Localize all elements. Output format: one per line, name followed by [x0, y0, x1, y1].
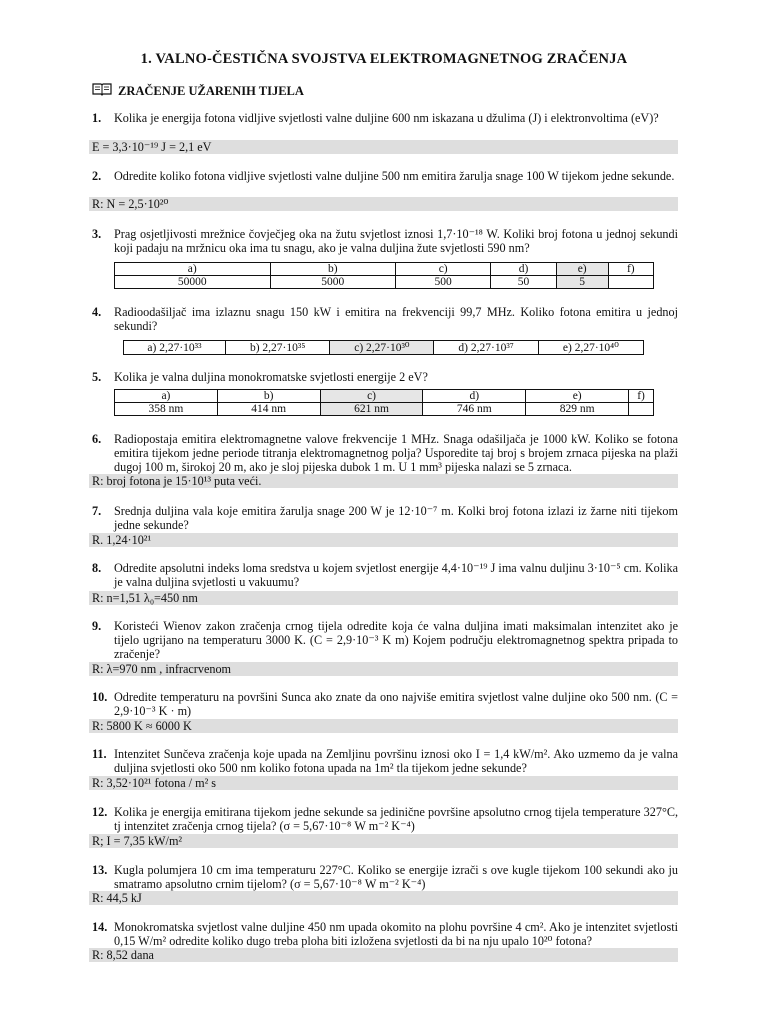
option-label[interactable]: b)	[270, 263, 395, 276]
page-title: 1. VALNO-ČESTIČNA SVOJSTVA ELEKTROMAGNETNOG ZRAČENJA	[140, 51, 628, 67]
question-12	[92, 805, 678, 833]
option-value[interactable]: 50	[491, 276, 556, 289]
option-value[interactable]	[629, 403, 654, 416]
question-text: Kolika je energija emitirana tijekom jedne sekunde sa jedinične površine apsolutno crnog tijela temperature 327°C, tj intenzitet zračenja crnog tijela? (σ = 5,67·10⁻⁸ W m⁻² K⁻⁴)	[114, 805, 678, 833]
book-icon	[92, 82, 112, 99]
question-3	[92, 227, 678, 255]
option-value[interactable]: 829 nm	[526, 403, 629, 416]
options-table-3	[114, 262, 654, 289]
option-label[interactable]: e)	[556, 263, 608, 276]
question-text: Koristeći Wienov zakon zračenja crnog tijela odredite koja će valna duljina imati maksimalan intenzitet ako je tijelo ugrijano na temperaturu 3000 K. (C = 2,9·10⁻³ K m) Kojem području elektromagnetnog spektra pripada to zračenje?	[114, 619, 678, 661]
option-value[interactable]: 5	[556, 276, 608, 289]
question-text: Odredite apsolutni indeks loma sredstva u kojem svjetlost energije 4,4·10⁻¹⁹ J ima valnu duljinu 3·10⁻⁵ cm. Kolika je valna duljina svjetlosti u vakuumu?	[114, 561, 678, 589]
option-label[interactable]: f)	[629, 390, 654, 403]
option-label[interactable]: c)	[395, 263, 490, 276]
question-number: 11.	[92, 747, 107, 761]
option-value[interactable]: 358 nm	[115, 403, 218, 416]
question-7	[92, 504, 678, 532]
question-text: Odredite temperaturu na površini Sunca ako znate da ono najviše emitira svjetlost valne duljine oko 500 nm. (C = 2,9·10⁻³ K · m)	[114, 690, 678, 718]
answer-6: R: broj fotona je 15·10¹³ puta veći.	[89, 474, 678, 488]
answer-7: R. 1,24·10²¹	[89, 533, 678, 547]
question-text: Monokromatska svjetlost valne duljine 450 nm upada okomito na plohu površine 4 cm². Ako je intenzitet svjetlosti 0,15 W/m² odredite koliko dugo treba ploha biti izložena svjetlosti da bi na nju upalo 10²⁰ fotona?	[114, 920, 678, 948]
question-number: 3.	[92, 227, 102, 241]
option-label[interactable]: a)	[115, 263, 271, 276]
option[interactable]: e) 2,27·10⁴⁰	[538, 341, 643, 355]
question-number: 14.	[92, 920, 108, 934]
answer-11: R: 3,52·10²¹ fotona / m² s	[89, 776, 678, 790]
answer-10: R: 5800 K ≈ 6000 K	[89, 719, 678, 733]
question-number: 10.	[92, 690, 108, 704]
answer-9: R: λ=970 nm , infracrvenom	[89, 662, 678, 676]
options-table-5	[114, 389, 654, 416]
option[interactable]: a) 2,27·10³³	[124, 341, 226, 355]
question-text: Srednja duljina vala koje emitira žarulja snage 200 W je 12·10⁻⁷ m. Kolki broj fotona izlazi iz žarne niti tijekom jedne sekunde?	[114, 504, 678, 532]
option-value[interactable]: 500	[395, 276, 490, 289]
question-11	[92, 747, 678, 775]
question-number: 12.	[92, 805, 108, 819]
option-label[interactable]: d)	[423, 390, 526, 403]
question-text: Kolika je energija fotona vidljive svjetlosti valne duljine 600 nm iskazana u džulima (J) i elektronvoltima (eV)?	[114, 111, 659, 125]
question-number: 5.	[92, 370, 102, 384]
question-number: 2.	[92, 169, 102, 183]
question-8	[92, 561, 678, 589]
question-text: Radioodašiljač ima izlaznu snagu 150 kW i emitira na frekvenciji 99,7 MHz. Koliko fotona emitira u jednoj sekundi?	[114, 305, 678, 333]
question-number: 13.	[92, 863, 108, 877]
option-value[interactable]: 50000	[115, 276, 271, 289]
option-value[interactable]: 746 nm	[423, 403, 526, 416]
question-text: Kugla polumjera 10 cm ima temperaturu 227°C. Koliko se energije izrači s ove kugle tijekom 100 sekundi ako ju smatramo apsolutno crnim tijelom? (σ = 5,67·10⁻⁸ W m⁻² K⁻⁴)	[114, 863, 678, 891]
question-9	[92, 619, 678, 661]
option-label[interactable]: b)	[217, 390, 320, 403]
answer-13: R: 44,5 kJ	[89, 891, 678, 905]
question-text: Prag osjetljivosti mrežnice čovječjeg oka na žutu svjetlost iznosi 1,7·10⁻¹⁸ W. Koliki broj fotona u jednoj sekundi koji padaju na mržnicu oka ima tu snagu, ako je valna duljina žute svjetlosti 590 nm?	[114, 227, 678, 255]
option-label[interactable]: c)	[320, 390, 423, 403]
section-title: ZRAČENJE UŽARENIH TIJELA	[118, 83, 304, 98]
question-number: 8.	[92, 561, 102, 575]
options-table-4	[123, 340, 644, 355]
answer-12: R; I = 7,35 kW/m²	[89, 834, 678, 848]
option-value[interactable]: 621 nm	[320, 403, 423, 416]
answer-2: R: N = 2,5·10²⁰	[89, 197, 678, 211]
option-label[interactable]: f)	[608, 263, 653, 276]
question-14	[92, 920, 678, 948]
question-number: 1.	[92, 111, 102, 125]
question-10	[92, 690, 678, 718]
question-13	[92, 863, 678, 891]
question-number: 4.	[92, 305, 102, 319]
answer-14: R: 8,52 dana	[89, 948, 678, 962]
option-label[interactable]: e)	[526, 390, 629, 403]
question-2	[92, 169, 678, 183]
question-number: 9.	[92, 619, 102, 633]
question-number: 6.	[92, 432, 102, 446]
option-value[interactable]: 5000	[270, 276, 395, 289]
question-5	[92, 370, 678, 384]
option[interactable]: d) 2,27·10³⁷	[434, 341, 538, 355]
option-value[interactable]	[608, 276, 653, 289]
section-heading	[92, 82, 304, 99]
question-number: 7.	[92, 504, 102, 518]
question-4	[92, 305, 678, 333]
question-text: Odredite koliko fotona vidljive svjetlosti valne duljine 500 nm emitira žarulja snage 100 W tijekom jedne sekunde.	[114, 169, 675, 183]
question-text: Intenzitet Sunčeva zračenja koje upada na Zemljinu površinu iznosi oko I = 1,4 kW/m². Ako uzmemo da je valna duljina svjetlosti oko 500 nm koliko fotona upada na 1m² tla tijekom jedne sekunde?	[114, 747, 678, 775]
option-value[interactable]: 414 nm	[217, 403, 320, 416]
answer-1: E = 3,3·10⁻¹⁹ J = 2,1 eV	[89, 140, 678, 154]
question-6	[92, 432, 678, 474]
question-text: Kolika je valna duljina monokromatske svjetlosti energije 2 eV?	[114, 370, 428, 384]
question-1	[92, 111, 678, 125]
option[interactable]: c) 2,27·10³⁰	[330, 341, 434, 355]
option-label[interactable]: d)	[491, 263, 556, 276]
option[interactable]: b) 2,27·10³⁵	[226, 341, 330, 355]
question-text: Radiopostaja emitira elektromagnetne valove frekvencije 1 MHz. Snaga odašiljača je 1000 kW. Koliko se fotona emitira tijekom jedne periode titranja elektromagnetnog polja? Usporedite taj broj s brojem zrnaca pijeska na plaži dugoj 100 m, širokoj 20 m, ako je sloj pijeska dubok 1 m. U 1 mm³ pijeska nalazi se 5 zrnaca.	[114, 432, 678, 474]
answer-8: R: n=1,51 λ₀=450 nm	[89, 591, 678, 605]
option-label[interactable]: a)	[115, 390, 218, 403]
